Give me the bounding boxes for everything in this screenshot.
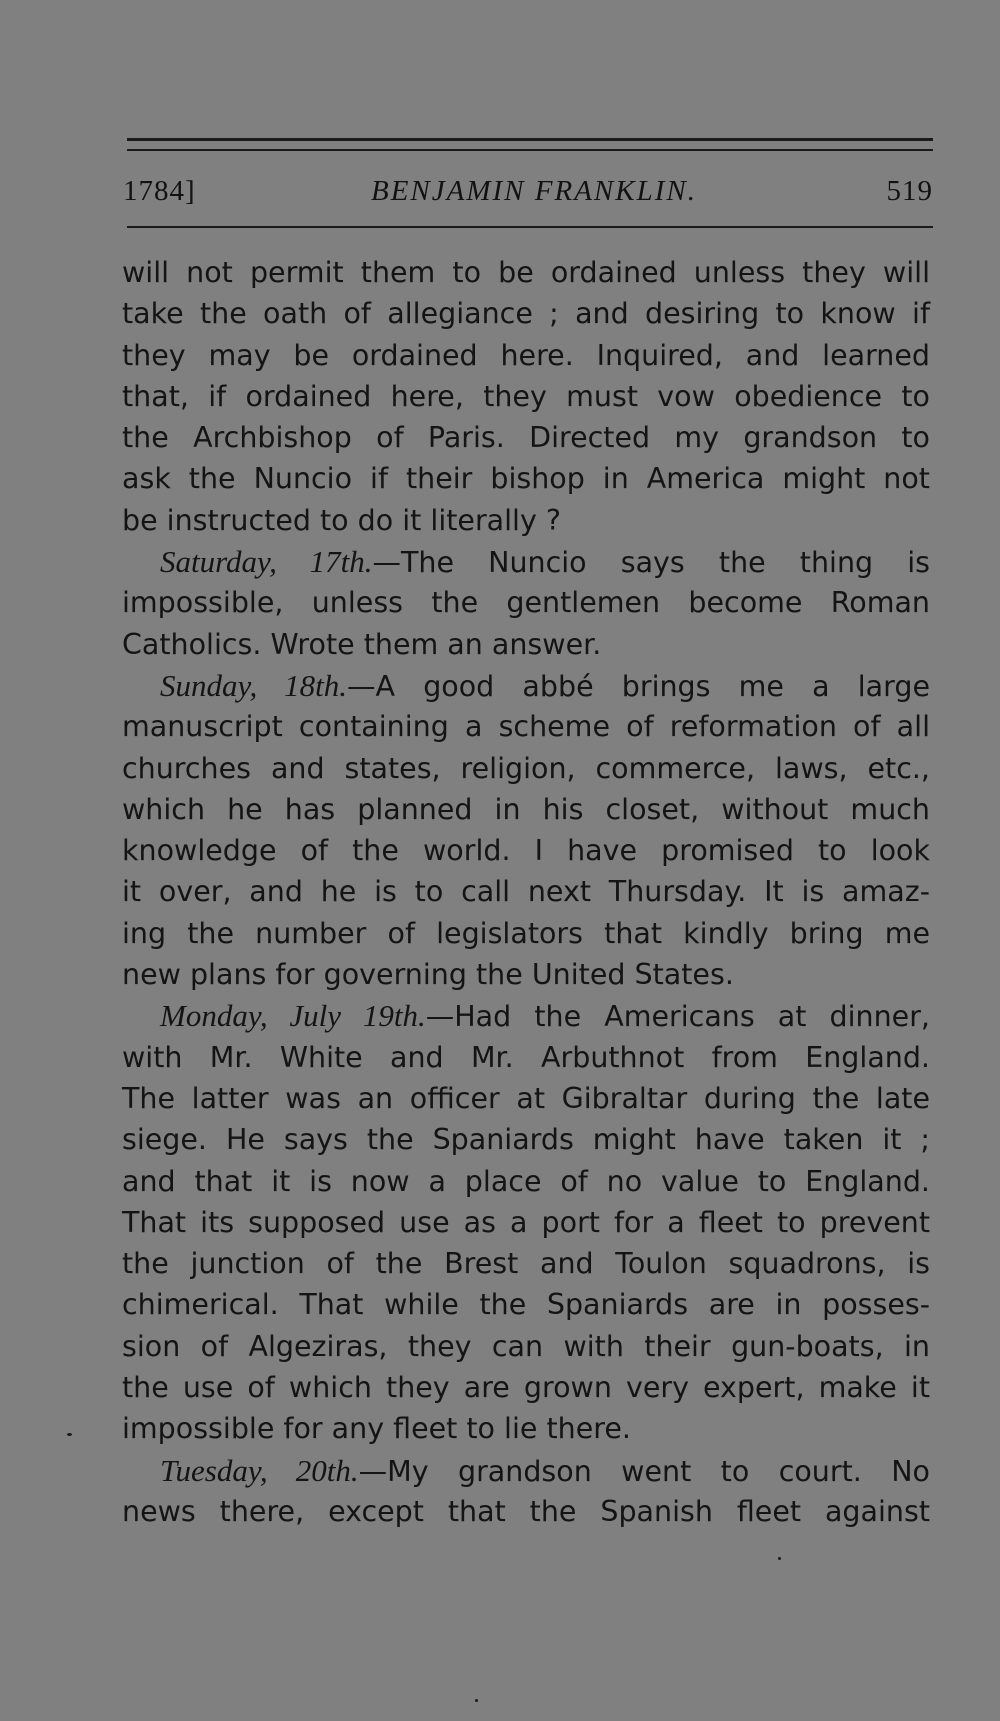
line-text: —My grandson went to court. No [358,1454,930,1488]
print-speck [67,1433,72,1436]
text-line [122,706,930,747]
line-text: ask the Nuncio if their bishop in America might not [122,462,930,496]
text-line [122,871,930,912]
line-text: news there, except that the Spanish fleet against [122,1494,930,1528]
text-line [122,954,930,995]
line-text: —A good abbé brings me a large [347,669,930,703]
text-line [122,1078,930,1119]
line-text: —Had the Americans at dinner, [425,1000,930,1034]
line-text: it over, and he is to call next Thursday. It is amaz- [122,875,930,909]
text-line [122,1119,930,1160]
journal-date: Sunday, 18th. [160,667,348,703]
page-number: 519 [886,175,933,207]
line-text: manuscript containing a scheme of reformation of all [122,710,930,744]
text-line [122,830,930,871]
line-text: be instructed to do it literally ? [122,503,562,537]
line-text: the junction of the Brest and Toulon squadrons, is [122,1247,930,1281]
text-line [122,789,930,830]
line-text: the Archbishop of Paris. Directed my grandson to [122,421,930,455]
print-speck [475,1699,478,1702]
text-line [122,995,930,1036]
text-line [122,541,930,582]
line-text: churches and states, religion, commerce, laws, etc., [122,751,930,785]
text-line [122,1161,930,1202]
text-line [122,252,930,293]
header-rule-bottom [127,226,933,228]
text-line [122,1450,930,1491]
text-line [122,624,930,665]
text-line [122,582,930,623]
running-head [123,175,933,215]
line-text: will not permit them to be ordained unless they will [122,256,930,289]
print-speck [778,1557,781,1560]
line-text: That its supposed use as a port for a fleet to prevent [122,1205,930,1239]
text-line [122,1367,930,1408]
line-text: that, if ordained here, they must vow obedience to [122,379,930,413]
journal-date: Saturday, 17th. [160,544,373,580]
line-text: ing the number of legislators that kindly bring me [122,916,930,950]
body-text [122,252,930,1532]
text-line [122,1284,930,1325]
line-text: The latter was an officer at Gibraltar during the late [122,1081,930,1115]
text-line [122,1037,930,1078]
line-text: and that it is now a place of no value to England. [122,1164,930,1198]
text-line [122,1491,930,1532]
line-text: impossible, unless the gentlemen become Roman [122,586,930,620]
line-text: siege. He says the Spaniards might have taken it ; [122,1123,930,1157]
text-line [122,500,930,541]
line-text: they may be ordained here. Inquired, and learned [122,338,930,372]
header-year: 1784] [123,175,196,207]
header-rule-top [127,138,933,141]
line-text: the use of which they are grown very expert, make it [122,1371,930,1405]
text-line [122,417,930,458]
line-text: take the oath of allegiance ; and desiring to know if [122,297,930,331]
line-text: —The Nuncio says the thing is [372,546,930,580]
journal-date: Tuesday, 20th. [160,1452,359,1488]
text-line [122,748,930,789]
text-line [122,913,930,954]
header-rule-second [127,149,933,151]
text-line [122,1202,930,1243]
text-line [122,1326,930,1367]
line-text: which he has planned in his closet, without much [122,792,930,826]
line-text: knowledge of the world. I have promised to look [122,834,930,868]
line-text: Catholics. Wrote them an answer. [122,627,602,661]
line-text: sion of Algeziras, they can with their gun-boats, in [122,1329,930,1363]
text-line [122,458,930,499]
line-text: chimerical. That while the Spaniards are in posses- [122,1288,930,1322]
line-text: impossible for any fleet to lie there. [122,1412,631,1446]
text-line [122,665,930,706]
journal-date: Monday, July 19th. [160,998,426,1034]
text-line [122,376,930,417]
line-text: new plans for governing the United States. [122,958,734,992]
header-title: BENJAMIN FRANKLIN. [371,175,697,207]
text-line [122,1408,930,1449]
text-line [122,293,930,334]
line-text: with Mr. White and Mr. Arbuthnot from England. [122,1040,930,1074]
text-line [122,335,930,376]
text-line [122,1243,930,1284]
